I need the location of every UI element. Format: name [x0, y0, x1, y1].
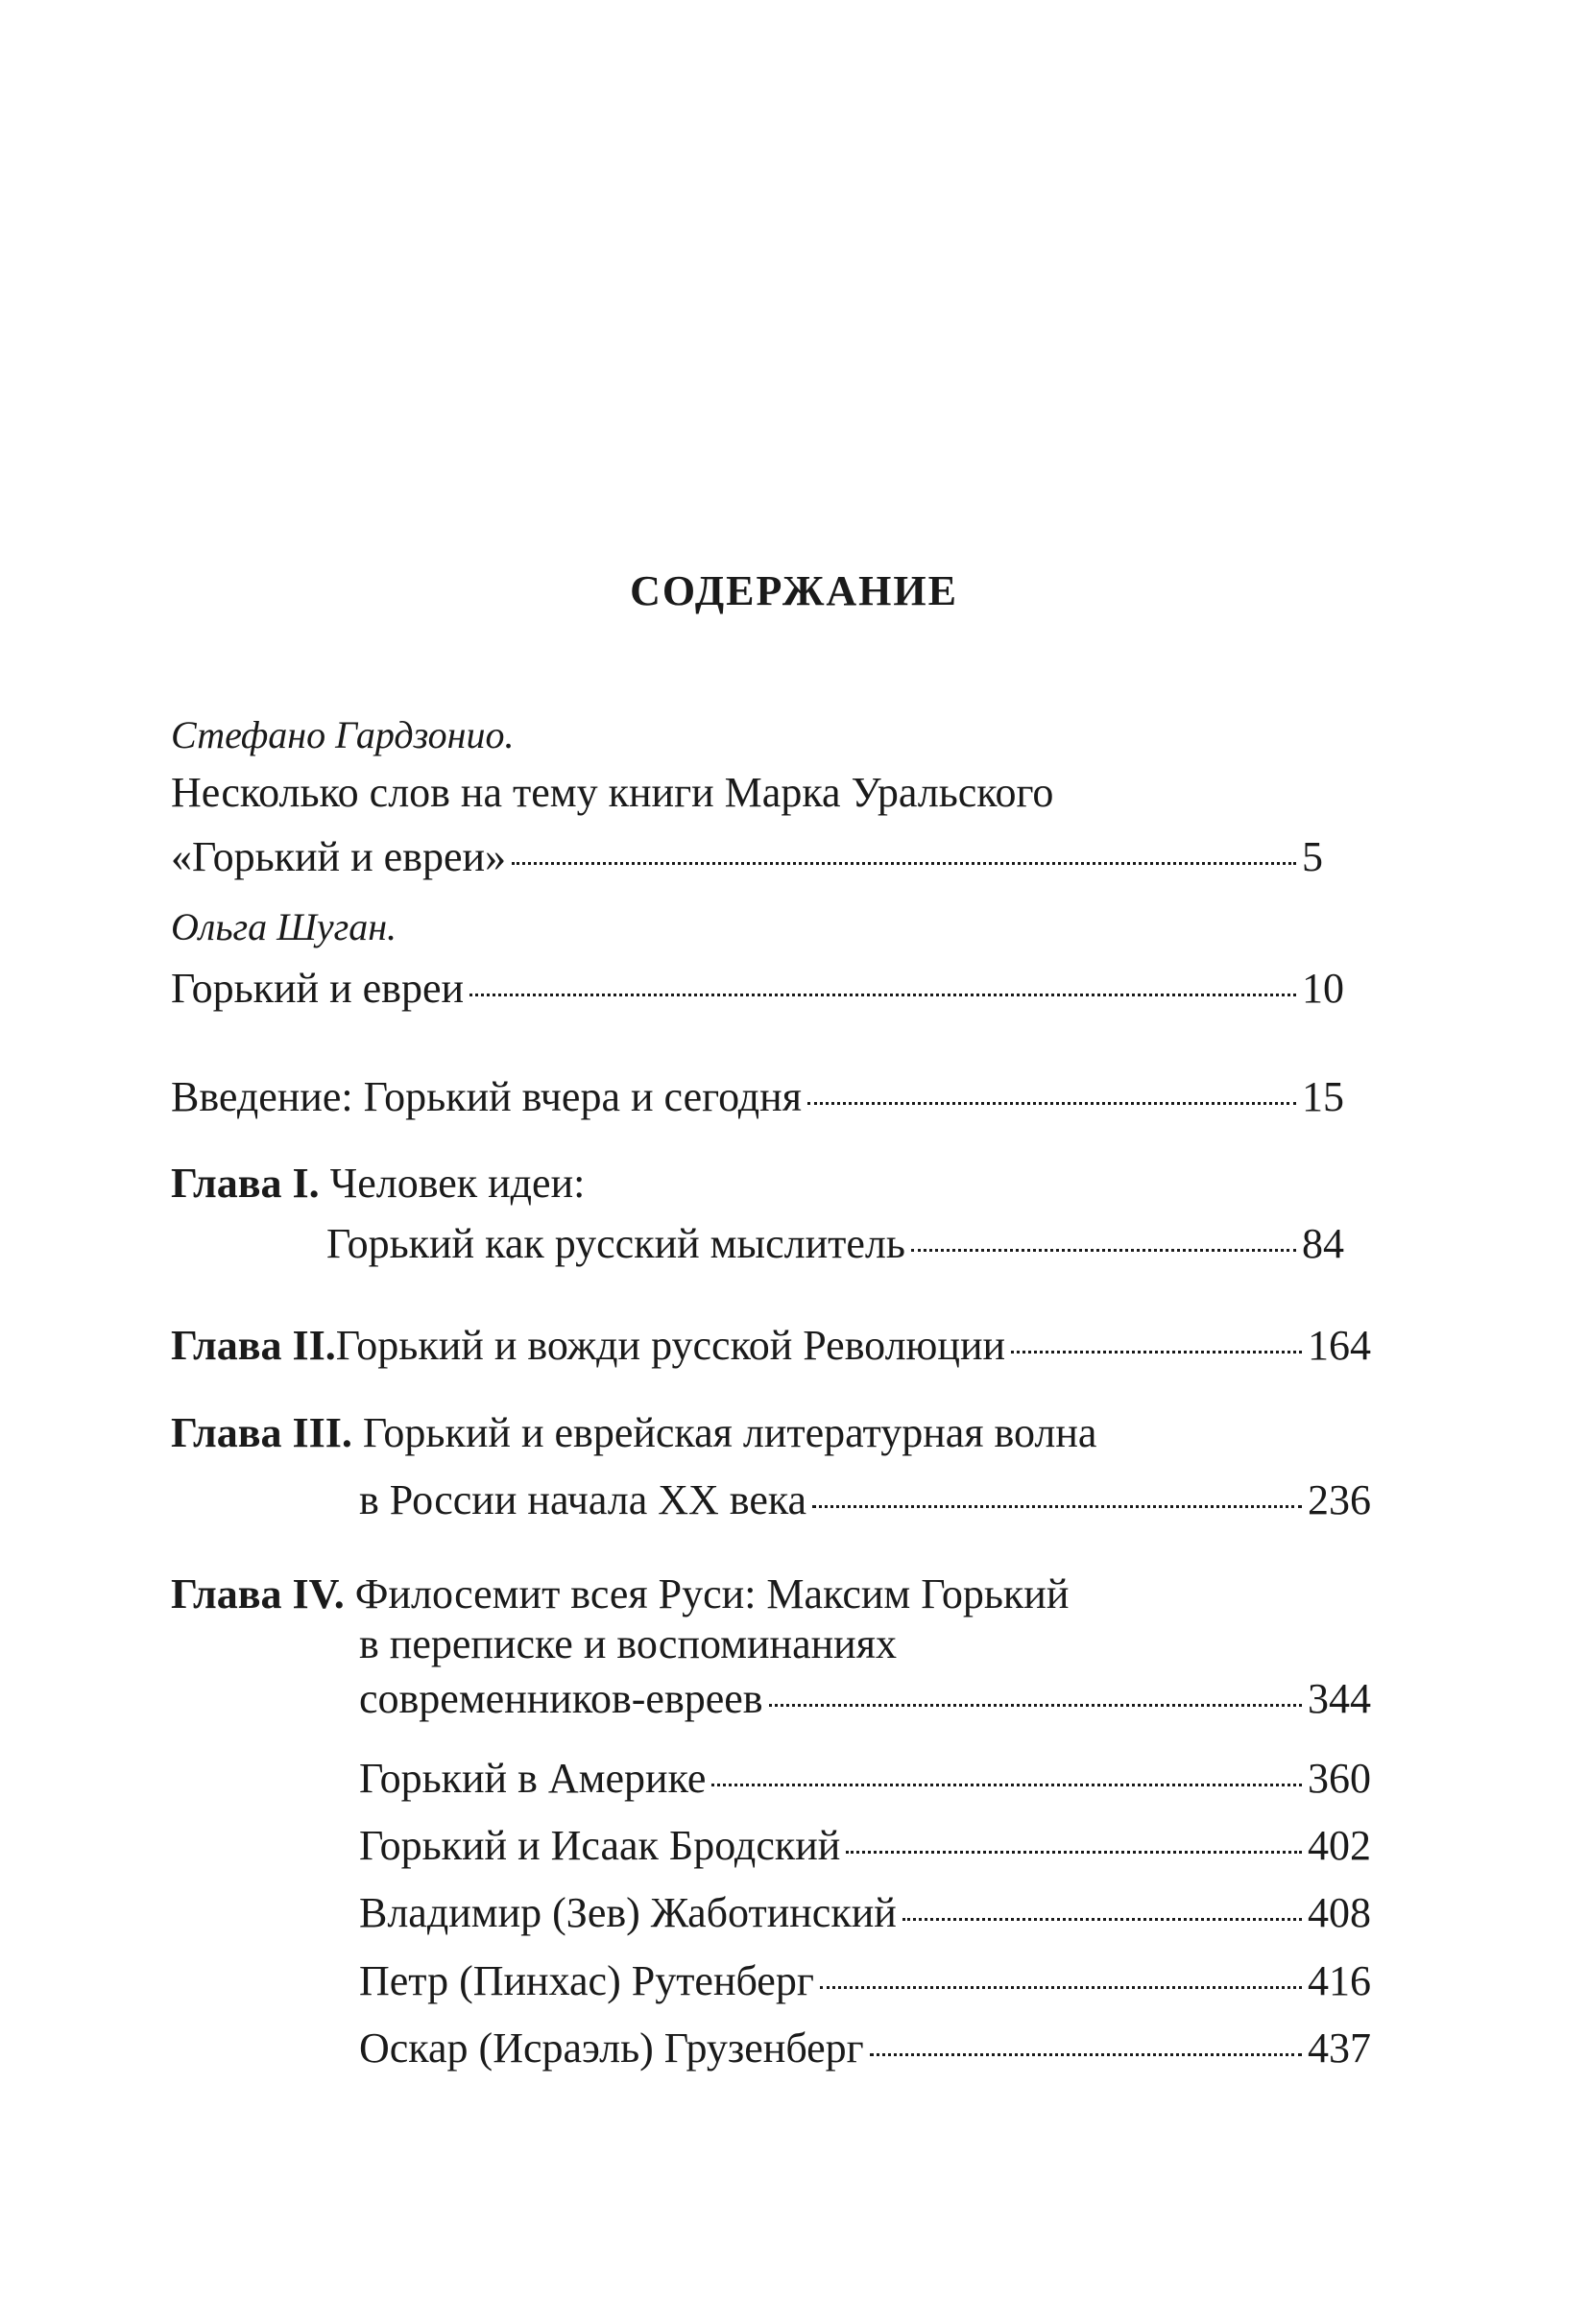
toc-entry-title: Горький в Америке [359, 1755, 707, 1802]
chapter-heading [171, 1406, 1096, 1460]
toc-page-number: 84 [1302, 1220, 1344, 1267]
toc-entry-title: Владимир (Зев) Жаботинский [359, 1889, 897, 1936]
chapter-title: Филосемит всея Руси: Максим Горький [344, 1570, 1070, 1617]
chapter-heading [171, 1568, 1069, 1621]
dot-leader [807, 1102, 1296, 1105]
toc-entry[interactable] [359, 1672, 1371, 1726]
toc-entry-title: Горький как русский мыслитель [326, 1220, 905, 1267]
dot-leader [812, 1505, 1302, 1508]
toc-entry[interactable] [171, 830, 1323, 884]
toc-entry-title: Оскар (Исраэль) Грузенберг [359, 2025, 864, 2072]
toc-entry-title: Горький и евреи [171, 965, 465, 1012]
toc-page-number: 408 [1308, 1889, 1371, 1936]
toc-author: Ольга Шуган. [171, 905, 397, 948]
toc-entry[interactable] [171, 1319, 1371, 1373]
dot-leader [1011, 1351, 1302, 1354]
dot-leader [769, 1704, 1302, 1707]
toc-page-number: 360 [1308, 1755, 1371, 1802]
toc-page-number: 10 [1302, 965, 1344, 1012]
toc-entry-intro[interactable] [171, 1070, 1344, 1124]
toc-entry-title: современников-евреев [359, 1675, 763, 1722]
toc-page-number: 236 [1308, 1476, 1371, 1523]
chapter-label: Глава IV. [171, 1570, 345, 1617]
toc-entry[interactable] [359, 1473, 1371, 1527]
toc-entry[interactable] [171, 962, 1344, 1016]
toc-page-number: 344 [1308, 1675, 1371, 1722]
toc-page-number: 437 [1308, 2025, 1371, 2072]
dot-leader [870, 2053, 1302, 2056]
toc-entry-title: Петр (Пинхас) Рутенберг [359, 1957, 814, 2004]
page-title: СОДЕРЖАНИЕ [630, 567, 958, 614]
chapter-title: Горький и еврейская литературная волна [351, 1409, 1097, 1456]
toc-entry-title: Введение: Горький вчера и сегодня [171, 1073, 802, 1120]
chapter-title: Человек идеи: [319, 1160, 586, 1207]
toc-entry[interactable] [326, 1217, 1344, 1271]
toc-page-number: 402 [1308, 1822, 1371, 1869]
dot-leader [512, 862, 1296, 865]
toc-entry-title: в России начала XX века [359, 1476, 807, 1523]
dot-leader [469, 994, 1296, 996]
dot-leader [902, 1918, 1302, 1921]
toc-entry-title: Горький и вожди русской Революции [335, 1322, 1006, 1369]
toc-entry-title: Несколько слов на тему книги Марка Уральского [171, 769, 1054, 816]
toc-page-number: 5 [1302, 833, 1323, 880]
toc-subsection[interactable] [359, 1819, 1371, 1873]
dot-leader [911, 1249, 1296, 1252]
toc-page-number: 416 [1308, 1957, 1371, 2004]
dot-leader [820, 1986, 1302, 1989]
toc-entry-title: Горький и Исаак Бродский [359, 1822, 841, 1869]
toc-subsection[interactable] [359, 1954, 1371, 2008]
dot-leader [846, 1851, 1302, 1854]
toc-subsection[interactable] [359, 1752, 1371, 1806]
chapter-title-continued: в переписке и воспоминаниях [359, 1620, 897, 1667]
toc-page-number: 164 [1308, 1322, 1371, 1369]
toc-subsection[interactable] [359, 1886, 1371, 1940]
toc-page-number: 15 [1302, 1073, 1344, 1120]
chapter-label: Глава II. [171, 1322, 336, 1369]
dot-leader [711, 1784, 1302, 1786]
toc-author: Стефано Гардзонио. [171, 713, 515, 756]
chapter-heading [171, 1157, 585, 1210]
toc-subsection[interactable] [359, 2022, 1371, 2075]
chapter-label: Глава I. [171, 1160, 320, 1207]
toc-entry-title: «Горький и евреи» [171, 833, 507, 880]
chapter-label: Глава III. [171, 1409, 352, 1456]
